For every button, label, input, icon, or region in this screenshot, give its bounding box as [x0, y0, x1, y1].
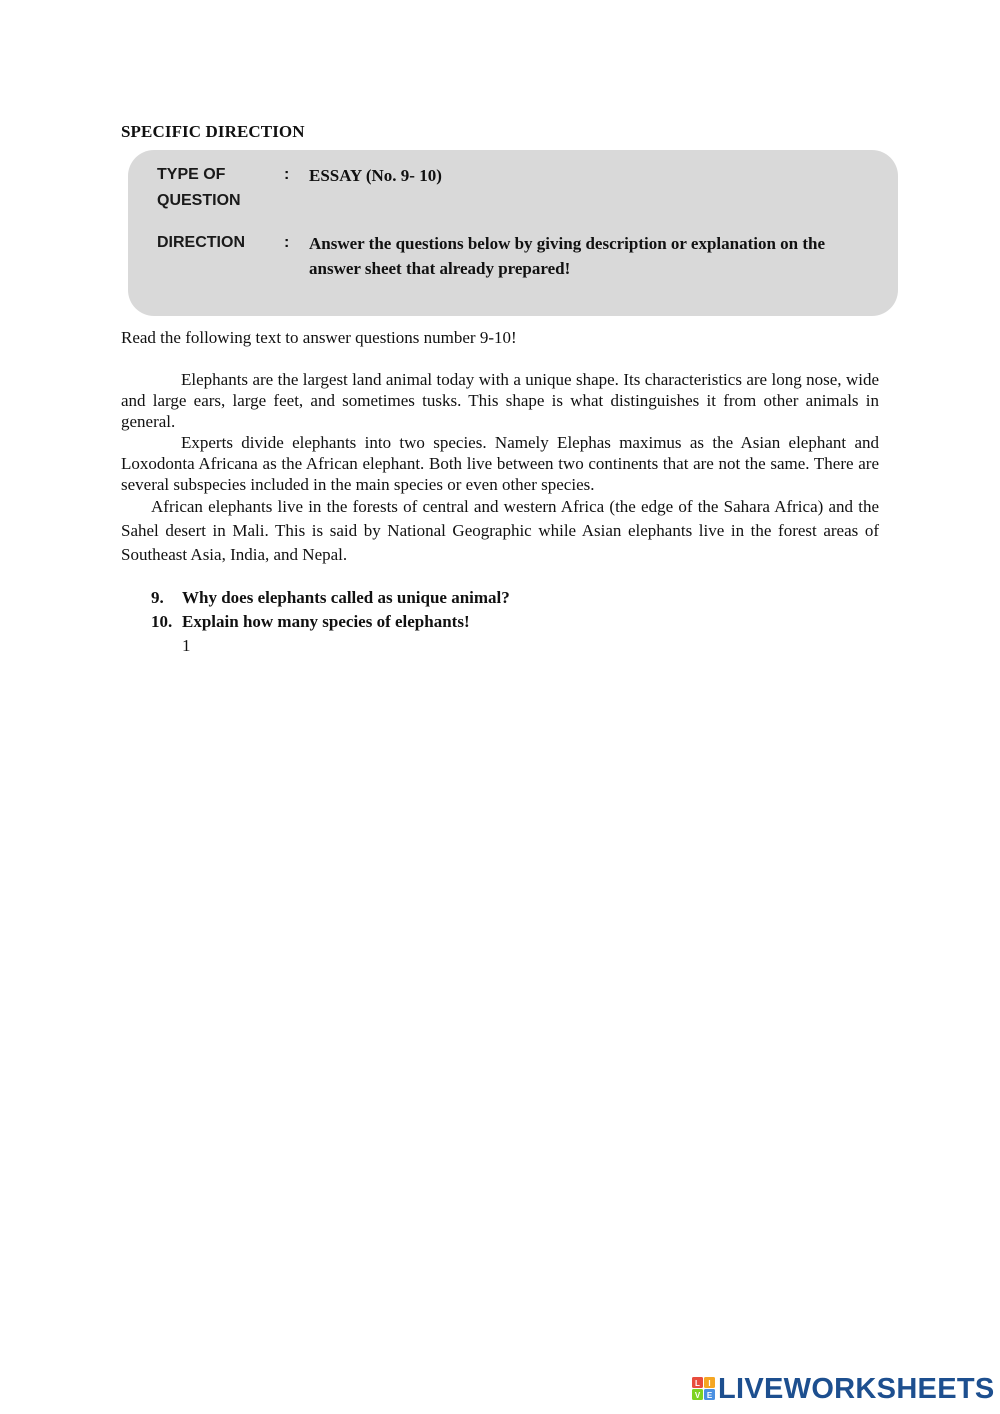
passage-paragraph-1: Elephants are the largest land animal today with a unique shape. Its characteristics are long nose, wide and large ears, large feet, and sometimes tusks. This shape is what distinguishes it from other animals in general. — [121, 370, 879, 431]
question-list — [151, 586, 510, 634]
logo-letter: L — [695, 1379, 700, 1388]
type-of-question-label: TYPE OF QUESTION — [157, 166, 241, 209]
logo-letter: I — [708, 1379, 711, 1388]
brand-name: LIVEWORKSHEETS — [718, 1373, 995, 1405]
direction-colon: : — [284, 234, 290, 251]
direction-label: DIRECTION — [157, 234, 245, 251]
liveworksheets-logo-icon — [692, 1376, 716, 1402]
reading-passage — [121, 369, 879, 567]
question-item — [151, 610, 510, 634]
page-number: 1 — [182, 636, 191, 655]
question-number: 10. — [151, 612, 173, 631]
direction-box — [128, 150, 898, 316]
logo-letter: E — [706, 1391, 713, 1400]
question-text: Why does elephants called as unique animal? — [182, 588, 510, 607]
passage-paragraph-2: Experts divide elephants into two species. Namely Elephas maximus as the Asian elephant and Loxodonta Africana as the African elephant. Both live between two continents that are not the same. There are several subspecies included in the main species or even other species. — [121, 433, 879, 494]
page-heading: SPECIFIC DIRECTION — [121, 122, 305, 141]
reading-instruction: Read the following text to answer questions number 9-10! — [121, 328, 517, 347]
question-text: Explain how many species of elephants! — [182, 612, 470, 631]
type-of-question-value: ESSAY (No. 9- 10) — [309, 166, 442, 185]
logo-letter: V — [694, 1391, 701, 1400]
type-colon: : — [284, 166, 290, 183]
passage-paragraph-3: African elephants live in the forests of central and western Africa (the edge of the Sahara Africa) and the Sahel desert in Mali. This is said by National Geographic while Asian elephants live in the forest areas of Southeast Asia, India, and Nepal. — [121, 497, 879, 564]
liveworksheets-brand[interactable] — [692, 1374, 995, 1404]
direction-value: Answer the questions below by giving description or explanation on the answer sheet that already prepared! — [309, 234, 826, 278]
question-number: 9. — [151, 588, 164, 607]
question-item — [151, 586, 510, 610]
